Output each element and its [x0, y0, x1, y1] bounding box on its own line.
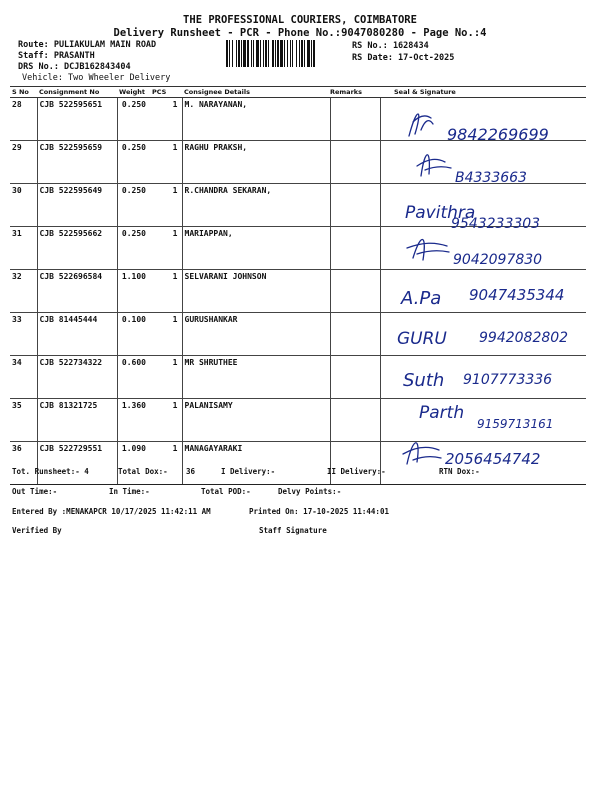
barcode-bar — [304, 40, 305, 67]
row-consignee: MANAGAYARAKI — [182, 442, 330, 485]
signature-scribble-28 — [409, 114, 433, 136]
barcode-bar — [280, 40, 283, 67]
col-weight: Weight — [117, 87, 150, 98]
barcode-bar — [277, 40, 279, 67]
row-pcs: 1 — [150, 227, 182, 270]
rtn-dox: RTN Dox:- — [439, 467, 480, 476]
barcode-bar — [241, 40, 242, 67]
row-consignee: RAGHU PRAKSH, — [182, 141, 330, 184]
row-pcs: 1 — [150, 270, 182, 313]
drs-number: DRS No.: DCJB162843404 — [18, 62, 131, 72]
row-consignee: R.CHANDRA SEKARAN, — [182, 184, 330, 227]
row-pcs: 1 — [150, 442, 182, 485]
row-pcs: 1 — [150, 98, 182, 141]
row-remarks — [330, 227, 380, 270]
row-remarks — [330, 313, 380, 356]
row-weight: 0.250 — [117, 141, 150, 184]
row-consignee: GURUSHANKAR — [182, 313, 330, 356]
barcode — [226, 40, 350, 67]
row-consignment: CJB 522595651 — [37, 98, 117, 141]
col-consignee: Consignee Details — [182, 87, 330, 98]
total-dox-value: 36 — [186, 467, 196, 476]
col-remarks: Remarks — [330, 87, 380, 98]
barcode-bar — [232, 40, 233, 67]
barcode-bar — [238, 40, 240, 67]
handwritten-name-35: Suth — [403, 370, 445, 391]
rs-date: RS Date: 17-Oct-2025 — [352, 53, 455, 63]
row-remarks — [330, 141, 380, 184]
handwritten-name-36: Parth — [419, 403, 465, 423]
staff-signature: Staff Signature — [259, 526, 327, 535]
handwritten-phone-last: 2056454742 — [445, 450, 541, 468]
handwritten-name-34: GURU — [397, 329, 447, 349]
row-sno: 28 — [10, 98, 37, 141]
barcode-bar — [256, 40, 259, 67]
barcode-bar — [263, 40, 264, 67]
signature-scribble-36 — [403, 443, 441, 464]
row-consignment: CJB 522595659 — [37, 141, 117, 184]
delvy-points: Delvy Points:- — [278, 487, 342, 496]
col-signature: Seal & Signature — [380, 87, 586, 98]
handwritten-phone-30: 9543233303 — [451, 216, 541, 232]
vehicle-label: Vehicle: Two Wheeler Delivery — [22, 73, 171, 83]
row-weight: 0.600 — [117, 356, 150, 399]
row-consignment: CJB 522595662 — [37, 227, 117, 270]
barcode-bar — [311, 40, 312, 67]
row-sno: 32 — [10, 270, 37, 313]
entered-by: Entered By :MENAKAPCR 10/17/2025 11:42:11 AM — [12, 507, 211, 516]
row-pcs: 1 — [150, 399, 182, 442]
row-remarks — [330, 399, 380, 442]
row-consignment: CJB 522734322 — [37, 356, 117, 399]
barcode-bar — [301, 40, 303, 67]
barcode-bar — [313, 40, 315, 67]
total-dox-label: Total Dox:- — [118, 467, 168, 476]
row-pcs: 1 — [150, 313, 182, 356]
barcode-bar — [236, 40, 237, 67]
barcode-bar — [226, 40, 228, 67]
barcode-bar — [260, 40, 261, 67]
barcode-bar — [251, 40, 252, 67]
row-consignment: CJB 522729551 — [37, 442, 117, 485]
barcode-bar — [275, 40, 276, 67]
barcode-bar — [284, 40, 285, 67]
handwritten-name-30: Pavithra — [405, 203, 476, 223]
row-weight: 0.250 — [117, 98, 150, 141]
row-sno: 31 — [10, 227, 37, 270]
handwritten-phone-31: 9042097830 — [453, 252, 543, 268]
row-weight: 0.250 — [117, 184, 150, 227]
printed-on: Printed On: 17-10-2025 11:44:01 — [249, 507, 389, 516]
row-consignment: CJB 522595649 — [37, 184, 117, 227]
staff-label: Staff: PRASANTH — [18, 51, 95, 61]
row-sno: 33 — [10, 313, 37, 356]
signature-scribble-31 — [407, 239, 449, 260]
col-consignment: Consignment No — [37, 87, 117, 98]
runsheet-title: Delivery Runsheet - PCR - Phone No.:9047080280 - Page No.:4 — [113, 27, 487, 39]
row-weight: 1.090 — [117, 442, 150, 485]
row-pcs: 1 — [150, 356, 182, 399]
barcode-bar — [243, 40, 246, 67]
signature-scribble-29 — [417, 155, 451, 176]
row-remarks — [330, 98, 380, 141]
handwritten-phone-36: 9159713161 — [477, 417, 554, 431]
route-label: Route: PULIAKULAM MAIN ROAD — [18, 40, 157, 50]
row-consignee: SELVARANI JOHNSON — [182, 270, 330, 313]
row-weight: 0.100 — [117, 313, 150, 356]
row-sno: 36 — [10, 442, 37, 485]
handwritten-phone-34: 9942082802 — [479, 330, 569, 346]
row-consignment: CJB 522696584 — [37, 270, 117, 313]
col-pcs: PCS — [150, 87, 182, 98]
verified-by: Verified By — [12, 526, 62, 535]
barcode-bar — [299, 40, 300, 67]
barcode-bar — [268, 40, 269, 67]
row-remarks — [330, 184, 380, 227]
barcode-bar — [265, 40, 267, 67]
row-sno: 29 — [10, 141, 37, 184]
barcode-bar — [296, 40, 297, 67]
row-pcs: 1 — [150, 184, 182, 227]
row-consignee: MARIAPPAN, — [182, 227, 330, 270]
row-pcs: 1 — [150, 141, 182, 184]
i-delivery: I Delivery:- — [221, 467, 276, 476]
row-remarks — [330, 442, 380, 485]
row-remarks — [330, 270, 380, 313]
barcode-bar — [307, 40, 310, 67]
total-pod: Total POD:- — [201, 487, 251, 496]
barcode-bar — [292, 40, 293, 67]
handwritten-phone-28: 9842269699 — [447, 125, 549, 144]
company-name: THE PROFESSIONAL COURIERS, COIMBATORE — [183, 14, 417, 26]
handwritten-phone-29: B4333663 — [455, 170, 527, 186]
handwritten-name-32: A.Pa — [401, 288, 442, 309]
handwritten-phone-35: 9107773336 — [463, 372, 553, 388]
barcode-bar — [229, 40, 230, 67]
rs-number: RS No.: 1628434 — [352, 41, 429, 51]
barcode-bar — [272, 40, 274, 67]
row-weight: 1.100 — [117, 270, 150, 313]
row-consignee: M. NARAYANAN, — [182, 98, 330, 141]
ii-delivery: II Delivery:- — [327, 467, 386, 476]
barcode-bar — [247, 40, 249, 67]
in-time: In Time:- — [109, 487, 150, 496]
barcode-bar — [290, 40, 291, 67]
signature-overlay — [395, 96, 600, 526]
row-weight: 1.360 — [117, 399, 150, 442]
row-consignee: MR SHRUTHEE — [182, 356, 330, 399]
barcode-bar — [287, 40, 288, 67]
row-remarks — [330, 356, 380, 399]
row-sno: 34 — [10, 356, 37, 399]
barcode-bar — [253, 40, 254, 67]
row-weight: 0.250 — [117, 227, 150, 270]
row-consignment: CJB 81445444 — [37, 313, 117, 356]
row-consignment: CJB 81321725 — [37, 399, 117, 442]
handwritten-phone-32: 9047435344 — [469, 286, 565, 304]
row-sno: 30 — [10, 184, 37, 227]
row-sno: 35 — [10, 399, 37, 442]
tot-runsheet: Tot. Runsheet:- 4 — [12, 467, 89, 476]
row-consignee: PALANISAMY — [182, 399, 330, 442]
out-time: Out Time:- — [12, 487, 58, 496]
col-sno: S No — [10, 87, 37, 98]
